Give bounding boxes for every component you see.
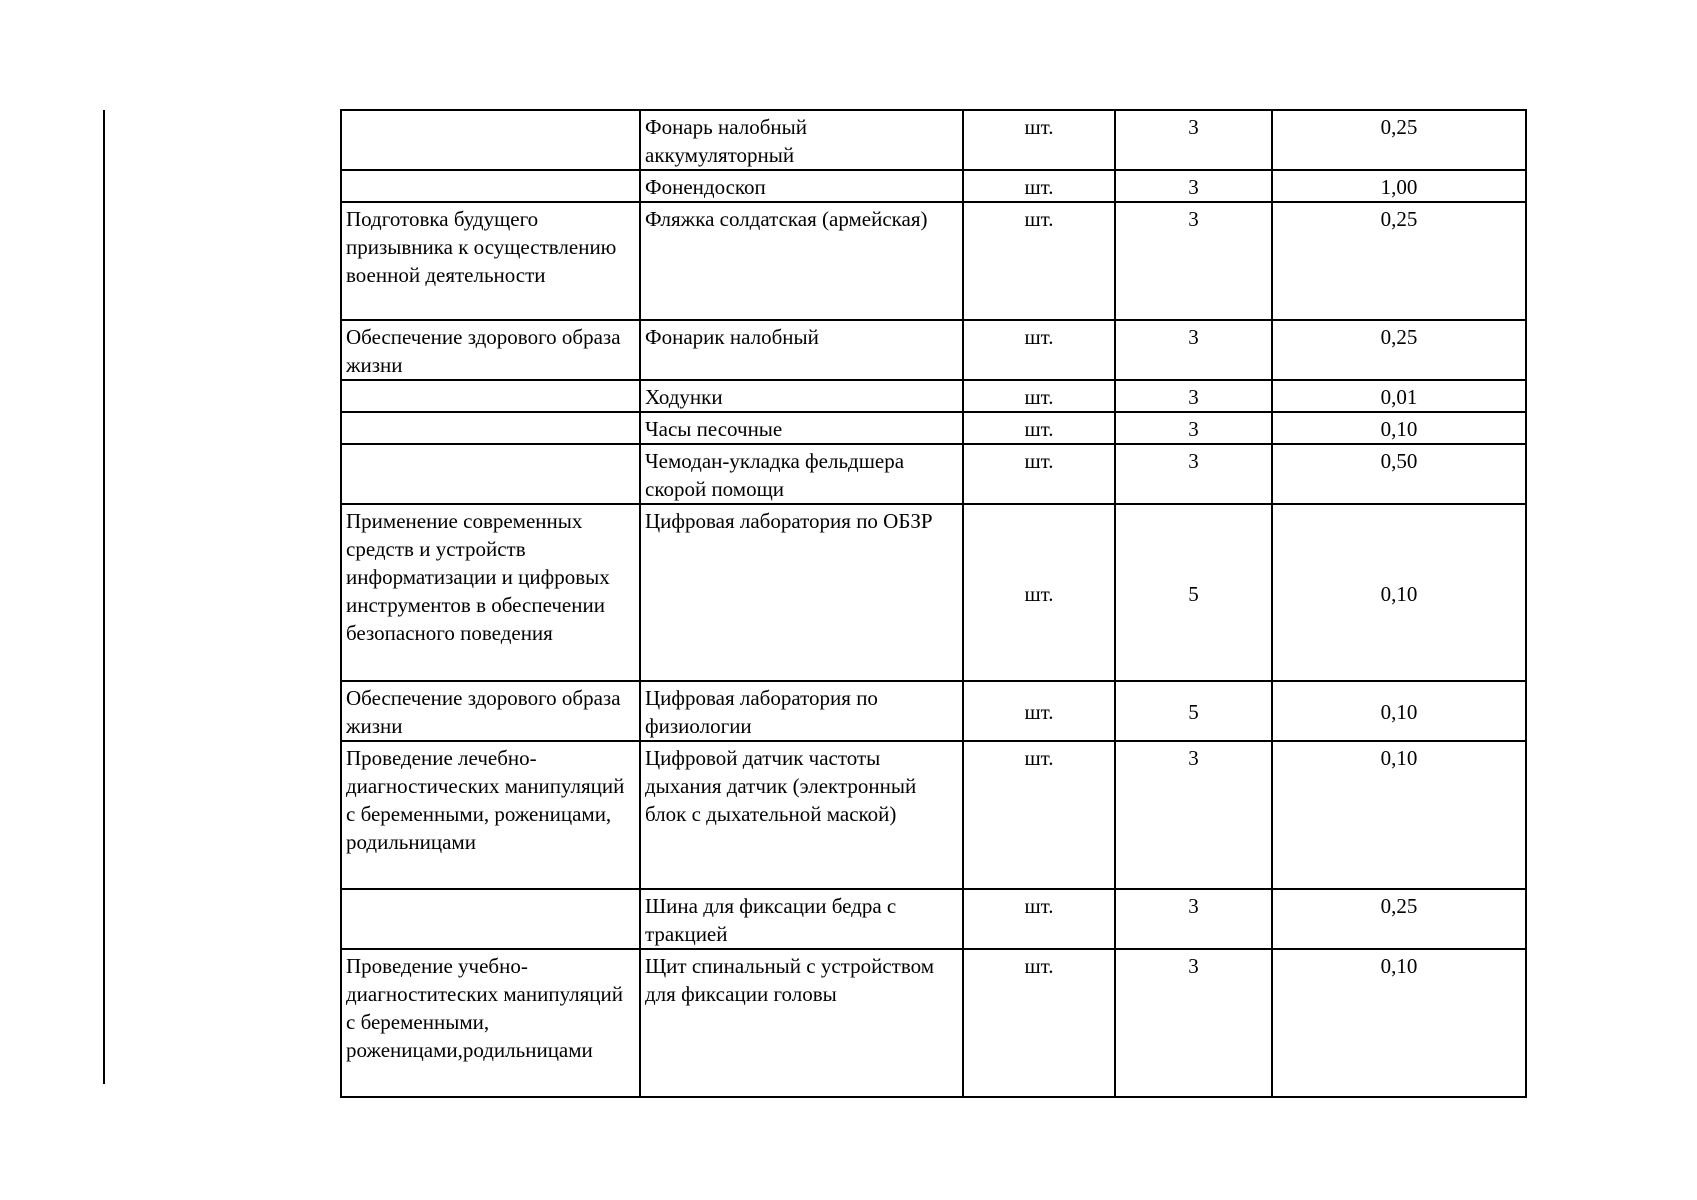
quantity-cell: 3 xyxy=(1115,889,1272,949)
coefficient-cell: 0,10 xyxy=(1272,741,1526,889)
coefficient-cell: 0,10 xyxy=(1272,412,1526,444)
item-cell: Чемодан-укладка фельдшера скорой помощи xyxy=(640,444,963,504)
table-row xyxy=(341,949,1526,1097)
unit-cell: шт. xyxy=(963,681,1115,741)
table-row xyxy=(341,444,1526,504)
unit-cell: шт. xyxy=(963,170,1115,202)
equipment-table xyxy=(340,109,1527,1098)
quantity-cell: 5 xyxy=(1115,681,1272,741)
unit-cell: шт. xyxy=(963,380,1115,412)
item-cell: Фонендоскоп xyxy=(640,170,963,202)
table-row xyxy=(341,681,1526,741)
item-cell: Фонарик налобный xyxy=(640,320,963,380)
table-row xyxy=(341,412,1526,444)
quantity-cell: 5 xyxy=(1115,504,1272,681)
section-cell: Применение современных средств и устройств информатизации и цифровых инструментов в обеспечении безопасного поведения xyxy=(341,504,640,681)
table-row xyxy=(341,170,1526,202)
section-cell: Обеспечение здорового образа жизни xyxy=(341,320,640,380)
coefficient-cell: 0,10 xyxy=(1272,681,1526,741)
table-row xyxy=(341,504,1526,681)
table-row xyxy=(341,202,1526,320)
quantity-cell: 3 xyxy=(1115,444,1272,504)
unit-cell: шт. xyxy=(963,889,1115,949)
table-row xyxy=(341,889,1526,949)
table-row xyxy=(341,110,1526,170)
item-cell: Фляжка солдатская (армейская) xyxy=(640,202,963,320)
unit-cell: шт. xyxy=(963,110,1115,170)
unit-cell: шт. xyxy=(963,949,1115,1097)
item-cell: Щит спинальный с устройством для фиксации головы xyxy=(640,949,963,1097)
item-cell: Цифровой датчик частоты дыхания датчик (электронный блок с дыхательной маской) xyxy=(640,741,963,889)
section-cell xyxy=(341,380,640,412)
table-row xyxy=(341,320,1526,380)
section-cell: Подготовка будущего призывника к осуществлению военной деятельности xyxy=(341,202,640,320)
unit-cell: шт. xyxy=(963,504,1115,681)
section-cell xyxy=(341,412,640,444)
item-cell: Цифровая лаборатория по физиологии xyxy=(640,681,963,741)
quantity-cell: 3 xyxy=(1115,202,1272,320)
unit-cell: шт. xyxy=(963,741,1115,889)
coefficient-cell: 0,01 xyxy=(1272,380,1526,412)
item-cell: Фонарь налобный аккумуляторный xyxy=(640,110,963,170)
item-cell: Ходунки xyxy=(640,380,963,412)
coefficient-cell: 0,10 xyxy=(1272,949,1526,1097)
quantity-cell: 3 xyxy=(1115,949,1272,1097)
table-row xyxy=(341,380,1526,412)
quantity-cell: 3 xyxy=(1115,412,1272,444)
coefficient-cell: 0,10 xyxy=(1272,504,1526,681)
item-cell: Цифровая лаборатория по ОБЗР xyxy=(640,504,963,681)
coefficient-cell: 0,25 xyxy=(1272,110,1526,170)
table-row xyxy=(341,741,1526,889)
quantity-cell: 3 xyxy=(1115,380,1272,412)
item-cell: Шина для фиксации бедра с тракцией xyxy=(640,889,963,949)
unit-cell: шт. xyxy=(963,412,1115,444)
quantity-cell: 3 xyxy=(1115,170,1272,202)
unit-cell: шт. xyxy=(963,202,1115,320)
quantity-cell: 3 xyxy=(1115,741,1272,889)
coefficient-cell: 0,25 xyxy=(1272,889,1526,949)
section-cell xyxy=(341,444,640,504)
page-margin-line xyxy=(103,110,105,1084)
section-cell: Проведение учебно-диагноститеских манипуляций с беременными, роженицами,родильницами xyxy=(341,949,640,1097)
quantity-cell: 3 xyxy=(1115,110,1272,170)
section-cell xyxy=(341,889,640,949)
section-cell xyxy=(341,110,640,170)
coefficient-cell: 0,25 xyxy=(1272,202,1526,320)
unit-cell: шт. xyxy=(963,444,1115,504)
section-cell xyxy=(341,170,640,202)
coefficient-cell: 0,25 xyxy=(1272,320,1526,380)
item-cell: Часы песочные xyxy=(640,412,963,444)
quantity-cell: 3 xyxy=(1115,320,1272,380)
coefficient-cell: 1,00 xyxy=(1272,170,1526,202)
coefficient-cell: 0,50 xyxy=(1272,444,1526,504)
section-cell: Обеспечение здорового образа жизни xyxy=(341,681,640,741)
section-cell: Проведение лечебно-диагностических манипуляций с беременными, роженицами, родильницами xyxy=(341,741,640,889)
unit-cell: шт. xyxy=(963,320,1115,380)
